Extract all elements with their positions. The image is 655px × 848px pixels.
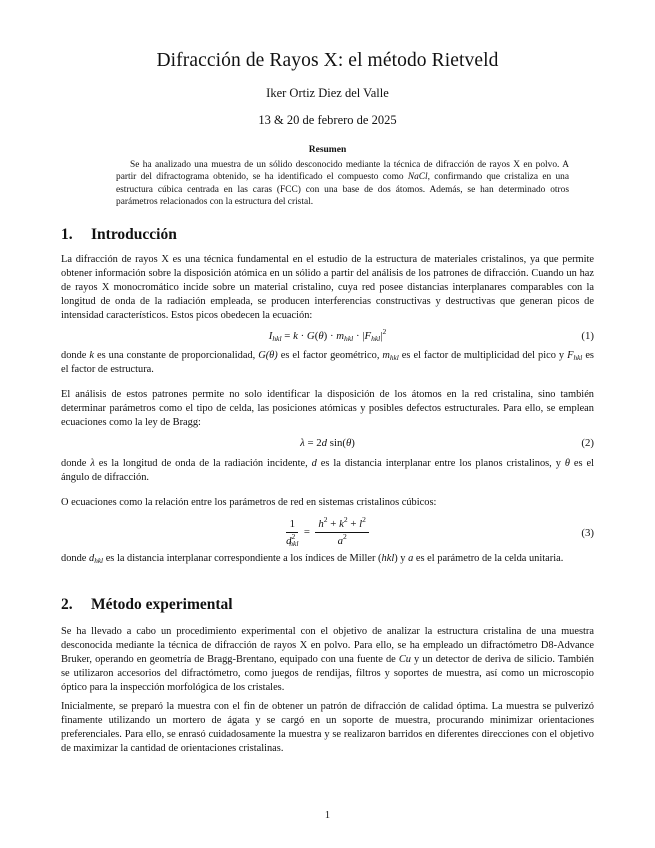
- intro-paragraph-3: El análisis de estos patrones permite no solo identificar la disposición de los átomos en la red cristalina, sino también determinar parámetros como el tipo de celda, las posiciones atómicas y posibles defectos estructurales. Para ello, se emplean ecuaciones como la ley de Bragg:: [61, 389, 594, 429]
- page-number: 1: [324, 810, 331, 821]
- paper-title: Difracción de Rayos X: el método Rietveld: [156, 50, 499, 71]
- equation-3-formula: $\frac{1}{d^2_{hkl}}$ = $\frac{h^2 + k^2 + l^2}{a^2}$: [61, 518, 594, 547]
- intro-paragraph-4: donde λ es la longitud de onda de la radiación incidente, d es la distancia interplanar entre los planos cristalinos, y θ es el ángulo de difracción.: [61, 458, 594, 484]
- equation-1-number: (1): [581, 330, 594, 342]
- equation-1: [61, 327, 594, 346]
- intro-paragraph-5: O ecuaciones como la relación entre los parámetros de red en sistemas cristalinos cúbicos:: [61, 497, 437, 508]
- intro-paragraph-6: donde $d_{hkl}$ es la distancia interplanar correspondiente a los índices de Miller (hkl) y a es el parámetro de la celda unitaria.: [61, 553, 564, 565]
- equation-2-number: (2): [581, 437, 594, 449]
- section-title: Método experimental: [91, 596, 233, 613]
- compound-formula: NaCl: [407, 172, 428, 183]
- section-heading-introduccion: [61, 226, 177, 244]
- section-title: Introducción: [91, 226, 177, 243]
- section-number: 1.: [61, 226, 73, 243]
- paper-date: 13 & 20 de febrero de 2025: [258, 113, 397, 127]
- equation-3: [61, 516, 594, 552]
- author-name: Iker Ortiz Diez del Valle: [266, 86, 389, 100]
- abstract-title: Resumen: [308, 145, 347, 155]
- equation-2: [61, 437, 594, 453]
- section-number: 2.: [61, 596, 73, 613]
- methods-paragraph-2: Inicialmente, se preparó la muestra con el fin de obtener un patrón de difracción de calidad óptima. La muestra se pulverizó finamente utilizando un mortero de ágata y se cargó en un soporte de muestra, procurando minimizar orientaciones preferenciales. Para ello, se enrasó cuidadosamente la muestra y se realizaron barridos en diferentes direcciones con el objetivo de maximizar la cantidad de orientaciones cristalinas.: [61, 701, 594, 755]
- abstract-text: Se ha analizado una muestra de un sólido desconocido mediante la técnica de difracción de rayos X en polvo. A partir del difractograma obtenido, se ha identificado el compuesto como NaCl, confirmando que cristaliza en una estructura cúbica centrada en las caras (FCC) con una base de dos átomos. Además, se han determinado otros parámetros relacionados con la estructura del cristal.: [116, 160, 570, 207]
- section-heading-metodo-experimental: [61, 596, 233, 614]
- methods-paragraph-1: Se ha llevado a cabo un procedimiento experimental con el objetivo de analizar la estructura cristalina de una muestra desconocida mediante la técnica de difracción de rayos X en polvo. Para ello, se ha empleado un difractómetro D8-Advance Bruker, operando en geometría de Bragg-Brentano, equipado con una fuente de Cu y un detector de deriva de silicio. También se utilizaron accesorios del difractómetro, como juegos de rendijas, filtros y soportes de muestra, así como un microscopio óptico para la inspección morfológica de los cristales.: [61, 626, 594, 694]
- equation-1-formula: $I_{hkl} = k \cdot G(\theta) \cdot m_{hkl} \cdot |F_{hkl}|^2$: [268, 327, 387, 343]
- intro-paragraph-2: donde k es una constante de proporcionalidad, G(θ) es el factor geométrico, $m_{hkl}$ es el factor de multiplicidad del pico y $F_{hkl}$ es el factor de estructura.: [61, 350, 594, 376]
- equation-3-number: (3): [581, 527, 594, 539]
- abstract: [116, 159, 569, 208]
- intro-paragraph-1: La difracción de rayos X es una técnica fundamental en el estudio de la estructura de materiales cristalinos, ya que permite obtener información sobre la disposición atómica en un sólido a partir del análisis de los patrones de difracción. Cuando un haz de rayos X monocromático incide sobre un material cristalino, cuya red posee distancias interplanares comparables con la longitud de onda de la radiación empleada, se producen interferencias constructivas y destructivas que generan picos de intensidad característicos. Estos picos obedecen la ecuación:: [61, 254, 594, 322]
- equation-2-formula: λ = 2d sin(θ): [300, 437, 355, 449]
